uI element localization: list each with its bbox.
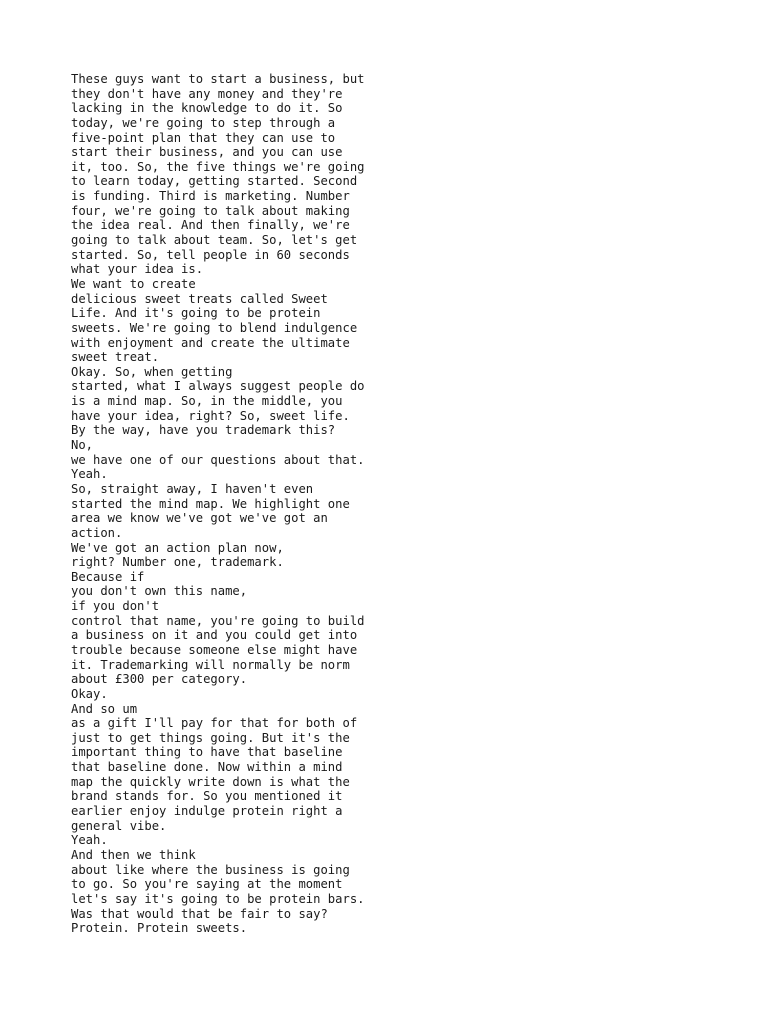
transcript-line: with enjoyment and create the ultimate	[71, 335, 350, 350]
transcript-text	[71, 72, 711, 936]
transcript-line: what your idea is.	[71, 262, 204, 277]
transcript-line: to learn today, getting started. Second	[71, 174, 358, 189]
transcript-line: Yeah.	[71, 833, 108, 848]
transcript-line: Okay.	[71, 686, 108, 701]
transcript-line: general vibe.	[71, 818, 167, 833]
transcript-line: Because if	[71, 569, 145, 584]
transcript-line: start their business, and you can use	[71, 145, 343, 160]
transcript-line: Yeah.	[71, 467, 108, 482]
transcript-line: These guys want to start a business, but	[71, 72, 365, 86]
transcript-line: sweet treat.	[71, 350, 160, 365]
transcript-line: And then we think	[71, 847, 196, 862]
transcript-line: earlier enjoy indulge protein right a	[71, 804, 343, 819]
transcript-line: just to get things going. But it's the	[71, 730, 350, 745]
transcript-line: important thing to have that baseline	[71, 745, 343, 760]
transcript-line: we have one of our questions about that.	[71, 452, 365, 467]
transcript-line: control that name, you're going to build	[71, 613, 365, 628]
transcript-line: a business on it and you could get into	[71, 628, 358, 643]
transcript-line: So, straight away, I haven't even	[71, 481, 314, 496]
transcript-line: right? Number one, trademark.	[71, 555, 284, 570]
transcript-line: about like where the business is going	[71, 862, 350, 877]
transcript-line: you don't own this name,	[71, 584, 248, 599]
transcript-line: is funding. Third is marketing. Number	[71, 189, 350, 204]
transcript-line: to go. So you're saying at the moment	[71, 877, 343, 892]
transcript-line: brand stands for. So you mentioned it	[71, 789, 343, 804]
transcript-line: Protein. Protein sweets.	[71, 921, 248, 936]
transcript-line: that baseline done. Now within a mind	[71, 760, 343, 775]
transcript-line: started the mind map. We highlight one	[71, 496, 350, 511]
transcript-line: as a gift I'll pay for that for both of	[71, 716, 358, 731]
transcript-line: today, we're going to step through a	[71, 115, 336, 130]
transcript-line: four, we're going to talk about making	[71, 203, 350, 218]
transcript-line: trouble because someone else might have	[71, 642, 358, 657]
transcript-line: they don't have any money and they're	[71, 86, 343, 101]
transcript-line: lacking in the knowledge to do it. So	[71, 101, 343, 116]
transcript-line: action.	[71, 525, 123, 540]
transcript-line: Was that would that be fair to say?	[71, 906, 328, 921]
transcript-line: have your idea, right? So, sweet life.	[71, 408, 350, 423]
transcript-line: let's say it's going to be protein bars.	[71, 891, 365, 906]
transcript-line: Life. And it's going to be protein	[71, 306, 321, 321]
transcript-line: sweets. We're going to blend indulgence	[71, 320, 358, 335]
transcript-line: it. Trademarking will normally be norm	[71, 657, 350, 672]
transcript-line: No,	[71, 438, 94, 453]
transcript-line: five-point plan that they can use to	[71, 130, 336, 145]
transcript-line: it, too. So, the five things we're going	[71, 159, 365, 174]
transcript-line: area we know we've got we've got an	[71, 511, 328, 526]
transcript-line: delicious sweet treats called Sweet	[71, 291, 328, 306]
transcript-line: the idea real. And then finally, we're	[71, 218, 350, 233]
transcript-line: Okay. So, when getting	[71, 364, 233, 379]
transcript-line: going to talk about team. So, let's get	[71, 233, 358, 248]
transcript-line: started, what I always suggest people do	[71, 379, 365, 394]
transcript-line: is a mind map. So, in the middle, you	[71, 394, 343, 409]
transcript-line: map the quickly write down is what the	[71, 774, 350, 789]
transcript-line: if you don't	[71, 599, 160, 614]
transcript-line: By the way, have you trademark this?	[71, 423, 336, 438]
transcript-line: about £300 per category.	[71, 672, 248, 687]
transcript-line: And so um	[71, 701, 138, 716]
transcript-line: We've got an action plan now,	[71, 540, 284, 555]
transcript-line: We want to create	[71, 276, 196, 291]
transcript-line: started. So, tell people in 60 seconds	[71, 247, 350, 262]
